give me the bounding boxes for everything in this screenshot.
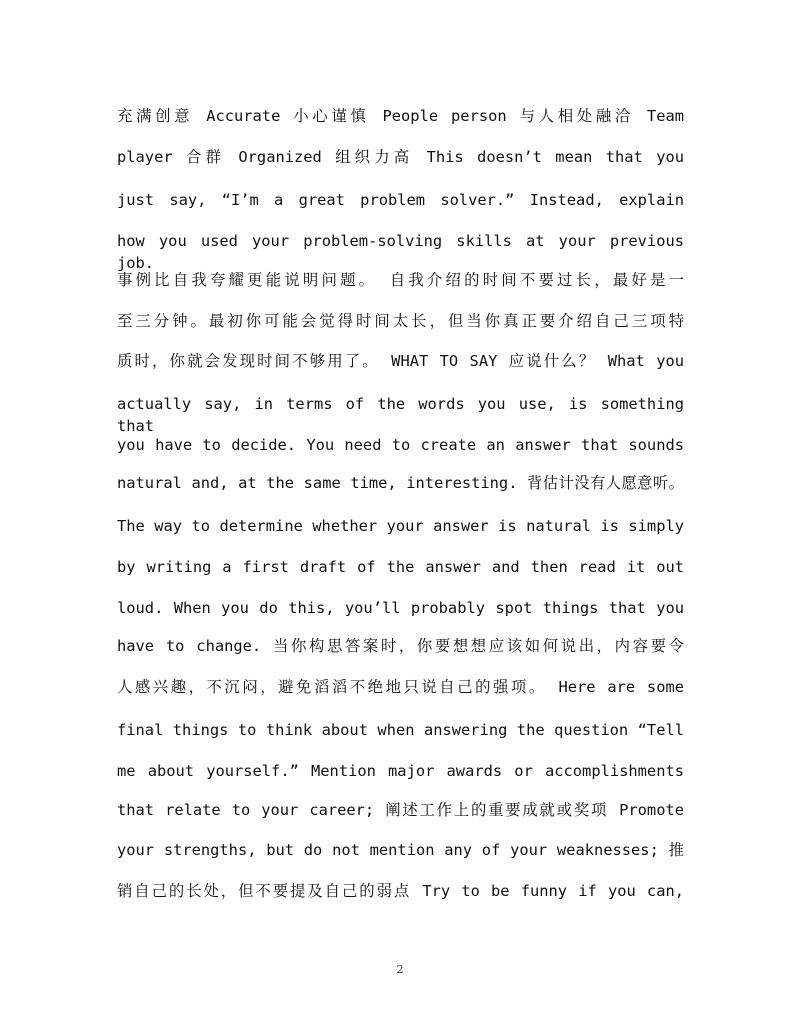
text-line: have to change. 当你构思答案时，你要想想应该如何说出，内容要令 xyxy=(117,637,684,655)
text-line: you have to decide. You need to create an answer that sounds xyxy=(117,436,684,454)
text-line: 质时，你就会发现时间不够用了。 WHAT TO SAY 应说什么？ What you xyxy=(117,352,684,370)
text-line: player 合群 Organized 组织力高 This doesn’t mean that you xyxy=(117,148,684,166)
text-line: natural and, at the same time, interesting. 背估计没有人愿意听。 xyxy=(117,474,684,492)
text-line: by writing a first draft of the answer and then read it out xyxy=(117,558,684,576)
text-line: 销自己的长处，但不要提及自己的弱点 Try to be funny if you can, xyxy=(117,882,684,900)
text-line: just say, “I’m a great problem solver.” Instead, explain xyxy=(117,191,684,209)
text-line: loud. When you do this, you’ll probably spot things that you xyxy=(117,599,684,617)
text-line: me about yourself.” Mention major awards or accomplishments xyxy=(117,762,684,780)
text-line: 人感兴趣，不沉闷，避免滔滔不绝地只说自己的强项。 Here are some xyxy=(117,678,684,696)
text-line: final things to think about when answering the question “Tell xyxy=(117,721,684,739)
text-line: actually say, in terms of the words you use, is something that xyxy=(117,395,684,435)
text-line: 事例比自我夸耀更能说明问题。 自我介绍的时间不要过长，最好是一 xyxy=(117,271,684,289)
text-line: that relate to your career; 阐述工作上的重要成就或奖项 Promote xyxy=(117,801,684,819)
page-number: 2 xyxy=(396,963,404,976)
text-line: how you used your problem-solving skills at your previous job. xyxy=(117,232,684,272)
text-line: The way to determine whether your answer is natural is simply xyxy=(117,517,684,535)
text-line: 充满创意 Accurate 小心谨慎 People person 与人相处融洽 Team xyxy=(117,107,684,125)
text-line: your strengths, but do not mention any of your weaknesses; 推 xyxy=(117,841,684,859)
text-line: 至三分钟。最初你可能会觉得时间太长，但当你真正要介绍自己三项特 xyxy=(117,312,684,330)
